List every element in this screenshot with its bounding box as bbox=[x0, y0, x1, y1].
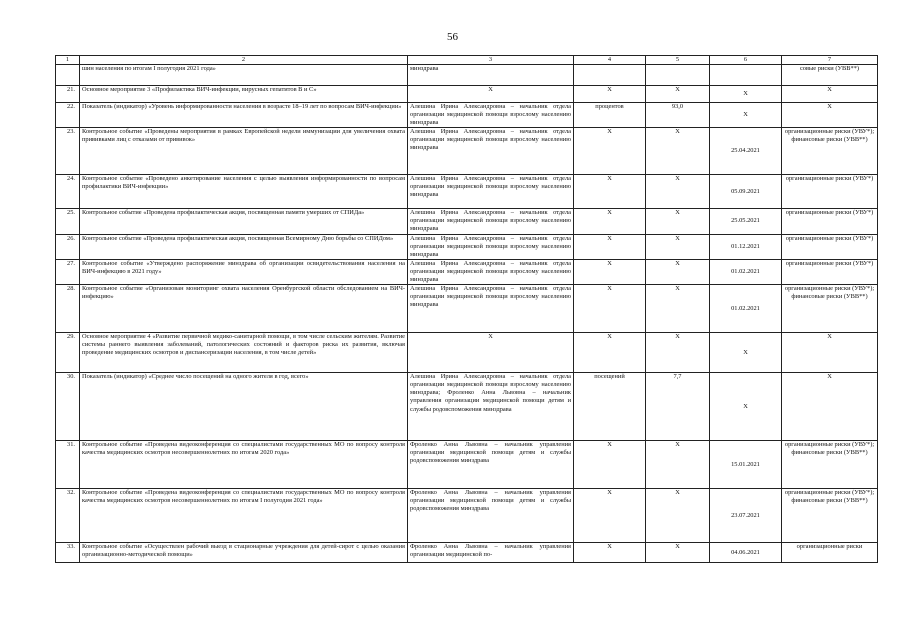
row-risks: организационные риски (УВУ*); финансовые риски (УВВ**) bbox=[782, 441, 878, 489]
column-header: 1 bbox=[56, 56, 80, 65]
table-row bbox=[56, 128, 878, 175]
row-unit: X bbox=[574, 175, 646, 209]
row-value: X bbox=[646, 333, 710, 373]
row-date: 05.09.2021 bbox=[710, 175, 782, 209]
row-risks: организационные риски (УВУ*); финансовые риски (УВВ**) bbox=[782, 285, 878, 333]
row-unit: X bbox=[574, 259, 646, 284]
row-responsible: Фроленко Анна Львовна – начальник управления организации медицинской помощи детям и службы родовспоможения минздрава bbox=[408, 489, 574, 543]
table-row bbox=[56, 441, 878, 489]
row-number: 29. bbox=[56, 333, 80, 373]
column-header: 4 bbox=[574, 56, 646, 65]
row-date: X bbox=[710, 333, 782, 373]
row-number: 27. bbox=[56, 259, 80, 284]
row-value: X bbox=[646, 209, 710, 234]
row-value: X bbox=[646, 234, 710, 259]
table-row bbox=[56, 489, 878, 543]
plan-table bbox=[55, 55, 878, 563]
row-risks: X bbox=[782, 333, 878, 373]
row-date: 23.07.2021 bbox=[710, 489, 782, 543]
row-description: Показатель (индикатор) «Уровень информированности населения в возрасте 18–19 лет по вопросам ВИЧ-инфекции» bbox=[80, 103, 408, 128]
row-description: Контрольное событие «Проведена видеоконференция со специалистами государственных МО по вопросу контроля качества медицинских осмотров несовершеннолетних по итогам 2020 года» bbox=[80, 441, 408, 489]
row-responsible: Алешина Ирина Александровна – начальник отдела организации медицинской помощи взрослому населению минздрава bbox=[408, 259, 574, 284]
table-row bbox=[56, 333, 878, 373]
row-value: X bbox=[646, 128, 710, 175]
row-number: 22. bbox=[56, 103, 80, 128]
row-risks: X bbox=[782, 86, 878, 103]
row-responsible: Алешина Ирина Александровна – начальник отдела организации медицинской помощи взрослому населению минздрава; Фроленко Анна Львовна – начальник управления организации медицинской помощи детям и службы родовспоможения минздрава bbox=[408, 373, 574, 441]
row-value bbox=[646, 65, 710, 86]
row-value: X bbox=[646, 441, 710, 489]
row-date: 25.04.2021 bbox=[710, 128, 782, 175]
row-unit: X bbox=[574, 543, 646, 563]
column-header: 6 bbox=[710, 56, 782, 65]
row-value: 93,0 bbox=[646, 103, 710, 128]
row-risks: организационные риски (УВУ*) bbox=[782, 259, 878, 284]
row-value: X bbox=[646, 285, 710, 333]
column-header: 2 bbox=[80, 56, 408, 65]
row-unit: X bbox=[574, 128, 646, 175]
row-description: Показатель (индикатор) «Среднее число посещений на одного жителя в год, всего» bbox=[80, 373, 408, 441]
row-value: X bbox=[646, 489, 710, 543]
row-number: 24. bbox=[56, 175, 80, 209]
row-description: Контрольное событие «Проведена видеоконференция со специалистами государственных МО по вопросу контроля качества медицинских осмотров несовершеннолетних по итогам I полугодия 2021 года» bbox=[80, 489, 408, 543]
row-unit bbox=[574, 65, 646, 86]
row-description: Основное мероприятие 4 «Развитие первичной медико-санитарной помощи, в том числе сельским жителям. Развитие системы раннего выявления заболеваний, патологических состояний и факторов риска их развития, включая проведение медицинских осмотров и диспансеризации населения, в том числе детей» bbox=[80, 333, 408, 373]
column-header: 3 bbox=[408, 56, 574, 65]
row-date: 04.06.2021 bbox=[710, 543, 782, 563]
row-unit: процентов bbox=[574, 103, 646, 128]
row-responsible: Алешина Ирина Александровна – начальник отдела организации медицинской помощи взрослому населению минздрава bbox=[408, 209, 574, 234]
row-risks: совые риски (УВВ**) bbox=[782, 65, 878, 86]
row-number: 28. bbox=[56, 285, 80, 333]
row-number: 25. bbox=[56, 209, 80, 234]
table-row bbox=[56, 209, 878, 234]
row-description: Контрольное событие «Осуществлен рабочий выезд в стационарные учреждения для детей-сирот с целью оказания организационно-методической помощи» bbox=[80, 543, 408, 563]
column-header: 5 bbox=[646, 56, 710, 65]
row-description: Контрольное событие «Проведена профилактическая акция, посвященная памяти умерших от СПИДа» bbox=[80, 209, 408, 234]
row-description: Контрольное событие «Проведено анкетирование населения с целью выявления информированности по вопросам профилактики ВИЧ-инфекции» bbox=[80, 175, 408, 209]
row-value: 7,7 bbox=[646, 373, 710, 441]
row-value: X bbox=[646, 543, 710, 563]
column-header: 7 bbox=[782, 56, 878, 65]
page-number: 56 bbox=[447, 31, 458, 43]
row-unit: X bbox=[574, 285, 646, 333]
row-unit: посещений bbox=[574, 373, 646, 441]
row-description: Основное мероприятие 3 «Профилактика ВИЧ-инфекции, вирусных гепатитов В и С» bbox=[80, 86, 408, 103]
row-number: 21. bbox=[56, 86, 80, 103]
row-date: 25.05.2021 bbox=[710, 209, 782, 234]
row-date: X bbox=[710, 373, 782, 441]
column-numbers-row bbox=[56, 56, 878, 65]
row-number: 26. bbox=[56, 234, 80, 259]
row-responsible: Алешина Ирина Александровна – начальник отдела организации медицинской помощи взрослому населению минздрава bbox=[408, 128, 574, 175]
row-risks: организационные риски (УВУ*); финансовые риски (УВВ**) bbox=[782, 489, 878, 543]
row-risks: организационные риски (УВУ*) bbox=[782, 209, 878, 234]
table-row bbox=[56, 103, 878, 128]
row-date: 01.12.2021 bbox=[710, 234, 782, 259]
row-unit: X bbox=[574, 489, 646, 543]
row-risks: X bbox=[782, 373, 878, 441]
row-unit: X bbox=[574, 333, 646, 373]
row-number: 32. bbox=[56, 489, 80, 543]
row-date: 15.01.2021 bbox=[710, 441, 782, 489]
row-description: Контрольное событие «Проведены мероприятия в рамках Европейской недели иммунизации для увеличения охвата прививками лиц с отказами от прививок» bbox=[80, 128, 408, 175]
table-row bbox=[56, 285, 878, 333]
row-responsible: минздрава bbox=[408, 65, 574, 86]
row-unit: X bbox=[574, 209, 646, 234]
row-number: 23. bbox=[56, 128, 80, 175]
row-responsible: Фроленко Анна Львовна – начальник управления организации медицинской помощи детям и службы родовспоможения минздрава bbox=[408, 441, 574, 489]
table-row bbox=[56, 234, 878, 259]
table-row bbox=[56, 86, 878, 103]
row-responsible: Алешина Ирина Александровна – начальник отдела организации медицинской помощи взрослому населению минздрава bbox=[408, 103, 574, 128]
row-risks: организационные риски (УВУ*) bbox=[782, 175, 878, 209]
row-description: Контрольное событие «Организован мониторинг охвата населения Оренбургской области обследованием на ВИЧ-инфекцию» bbox=[80, 285, 408, 333]
row-description: шин населения по итогам I полугодия 2021 года» bbox=[80, 65, 408, 86]
row-number bbox=[56, 65, 80, 86]
row-date bbox=[710, 65, 782, 86]
row-date: X bbox=[710, 86, 782, 103]
row-risks: организационные риски bbox=[782, 543, 878, 563]
row-risks: X bbox=[782, 103, 878, 128]
table-row bbox=[56, 175, 878, 209]
row-responsible: Алешина Ирина Александровна – начальник отдела организации медицинской помощи взрослому населению минздрава bbox=[408, 285, 574, 333]
row-responsible: Алешина Ирина Александровна – начальник отдела организации медицинской помощи взрослому населению минздрава bbox=[408, 175, 574, 209]
table-row bbox=[56, 259, 878, 284]
row-unit: X bbox=[574, 86, 646, 103]
row-responsible: X bbox=[408, 86, 574, 103]
row-responsible: Фроленко Анна Львовна – начальник управления организации медицинской по- bbox=[408, 543, 574, 563]
table-row bbox=[56, 373, 878, 441]
row-date: 01.02.2021 bbox=[710, 259, 782, 284]
row-date: X bbox=[710, 103, 782, 128]
row-number: 30. bbox=[56, 373, 80, 441]
row-number: 33. bbox=[56, 543, 80, 563]
table-row bbox=[56, 65, 878, 86]
row-description: Контрольное событие «Проведена профилактическая акция, посвященная Всемирному Дню борьбы со СПИДом» bbox=[80, 234, 408, 259]
row-unit: X bbox=[574, 234, 646, 259]
table-row bbox=[56, 543, 878, 563]
row-value: X bbox=[646, 86, 710, 103]
row-description: Контрольное событие «Утверждено распоряжение минздрава об организации освидетельствования населения на ВИЧ-инфекцию в 2021 году» bbox=[80, 259, 408, 284]
row-responsible: Алешина Ирина Александровна – начальник отдела организации медицинской помощи взрослому населению минздрава bbox=[408, 234, 574, 259]
row-risks: организационные риски (УВУ*); финансовые риски (УВВ**) bbox=[782, 128, 878, 175]
row-value: X bbox=[646, 259, 710, 284]
row-number: 31. bbox=[56, 441, 80, 489]
row-risks: организационные риски (УВУ*) bbox=[782, 234, 878, 259]
row-value: X bbox=[646, 175, 710, 209]
row-responsible: X bbox=[408, 333, 574, 373]
row-date: 01.02.2021 bbox=[710, 285, 782, 333]
row-unit: X bbox=[574, 441, 646, 489]
